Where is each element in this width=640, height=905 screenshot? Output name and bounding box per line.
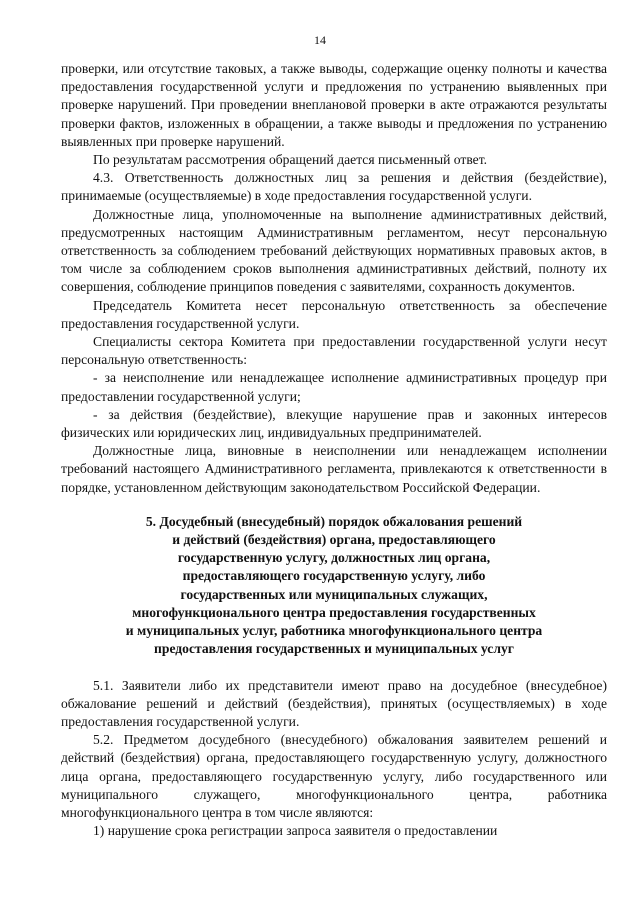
heading-line: многофункционального центра предоставления государственных <box>132 604 536 620</box>
paragraph: Должностные лица, уполномоченные на выполнение административных действий, предусмотренных настоящим Административным регламентом, несут персональную ответственность за соблюдением требований действующих нормативных правовых актов, в том числе за соблюдением сроков выполнения административных действий, полноту их совершения, соблюдение принципов поведения с заявителями, сохранность документов. <box>61 206 607 295</box>
paragraph: 1) нарушение срока регистрации запроса заявителя о предоставлении <box>93 823 498 839</box>
paragraph: проверки, или отсутствие таковых, а также выводы, содержащие оценку полноты и качества предоставления государственной услуги и предложения по устранению выявленных при проверке нарушений. При проведении внеплановой проверки в акте отражаются результаты проверки фактов, изложенных в обращении, а также выводы и предложения по устранению выявленных при проверке нарушений. <box>61 61 607 149</box>
section-5-heading <box>61 513 607 659</box>
paragraph: По результатам рассмотрения обращений дается письменный ответ. <box>93 152 488 168</box>
paragraph: Специалисты сектора Комитета при предоставлении государственной услуги несут персональную ответственность: <box>61 334 607 368</box>
paragraph: 5.2. Предметом досудебного (внесудебного) обжалования заявителем решений и действий (бездействия) органа, предоставляющего государственную услугу, должностного лица органа, предоставляющего государственную услугу, либо государственного или муниципального служащего, многофункционального центра, работника многофункционального центра в том числе являются: <box>61 732 607 820</box>
page-number: 14 <box>314 33 326 47</box>
paragraph: 4.3. Ответственность должностных лиц за решения и действия (бездействие), принимаемые (осуществляемые) в ходе предоставления государственной услуги. <box>61 170 607 204</box>
paragraph: 5.1. Заявители либо их представители имеют право на досудебное (внесудебное) обжалование решений и действий (бездействия), принятых (осуществляемых) в ходе предоставления государственной услуги. <box>61 677 607 729</box>
paragraphs-top <box>61 60 607 497</box>
heading-line: и муниципальных услуг, работника многофункционального центра <box>125 623 543 639</box>
heading-line: 5. Досудебный (внесудебный) порядок обжалования решений <box>145 513 523 529</box>
paragraph: Должностные лица, виновные в неисполнении или ненадлежащем исполнении требований настоящего Административного регламента, привлекаются к ответственности в порядке, установленном действующим законодательством Российской Федерации. <box>61 443 607 495</box>
heading-line: и действий (бездействия) органа, предоставляющего <box>172 532 496 548</box>
paragraph: - за неисполнение или ненадлежащее исполнение административных процедур при предоставлении государственной услуги; <box>61 370 607 404</box>
heading-line: государственную услугу, должностных лиц органа, <box>177 550 491 566</box>
paragraph: Председатель Комитета несет персональную ответственность за обеспечение предоставления государственной услуги. <box>61 297 607 331</box>
heading-line: предоставления государственных и муниципальных услуг <box>154 641 514 657</box>
document-body <box>61 60 607 840</box>
heading-line: предоставляющего государственную услугу, либо <box>182 568 486 584</box>
paragraph: - за действия (бездействие), влекущие нарушение прав и законных интересов физических или юридических лиц, индивидуальных предпринимателей. <box>61 406 607 441</box>
heading-line: государственных или муниципальных служащих, <box>180 586 488 602</box>
paragraphs-bottom <box>61 677 607 841</box>
